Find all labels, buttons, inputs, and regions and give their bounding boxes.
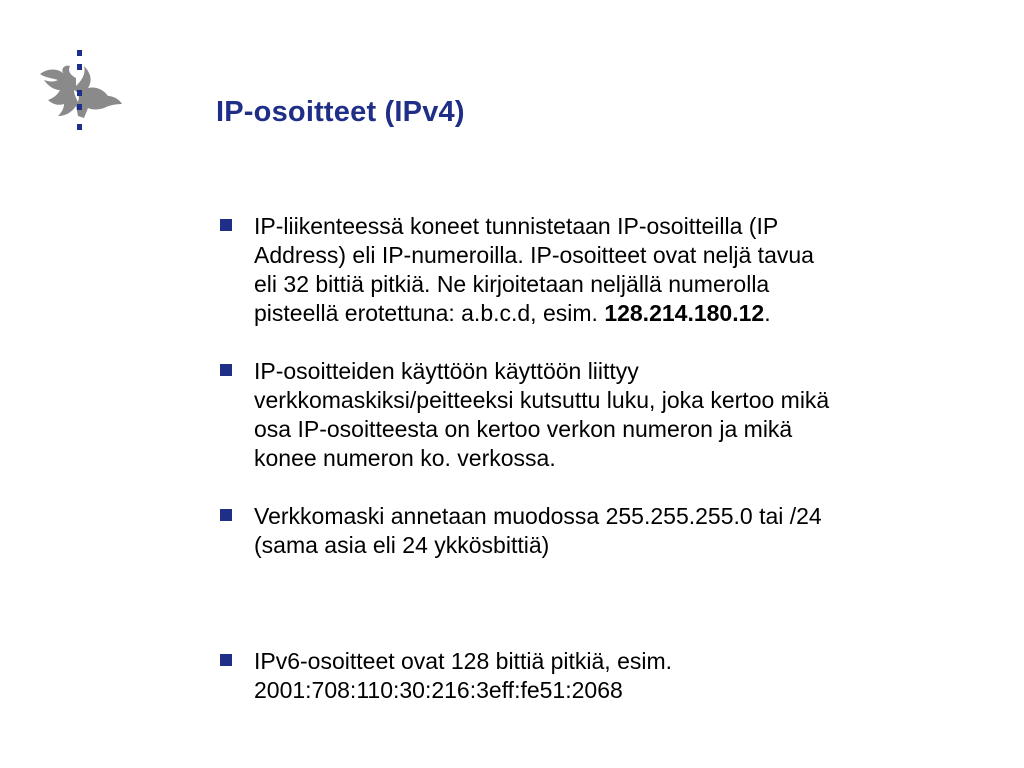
text-line: IP-osoitteiden käyttöön käyttöön liittyy [254,358,639,384]
text-line: IPv6-osoitteet ovat 128 bittiä pitkiä, esim. [254,648,673,674]
text-line: 2001:708:110:30:216:3eff:fe51:2068 [254,677,623,703]
bullet-item-ipv4-intro [218,212,988,328]
text-line: osa IP-osoitteesta on kertoo verkon numeron ja mikä [254,416,793,442]
text-line: Address) eli IP-numeroilla. IP-osoitteet ovat neljä tavua [254,242,814,268]
text-line-with-example [254,299,988,328]
bullet-list [218,212,988,705]
example-ip-address: 128.214.180.12 [604,300,765,326]
square-bullet-icon [220,654,232,666]
square-bullet-icon [220,219,232,231]
text-line: konee numeron ko. verkossa. [254,445,556,471]
text-line: verkkomaskiksi/peitteeksi kutsuttu luku, joka kertoo mikä [254,387,830,413]
example-prefix: pisteellä erotettuna: a.b.c.d, esim. [254,300,605,326]
bullet-item-ipv6 [218,647,988,705]
square-bullet-icon [220,509,232,521]
bullet-item-netmask-format [218,502,988,560]
bullet-item-netmask-intro [218,357,988,473]
slide-title: IP-osoitteet (IPv4) [216,96,465,128]
text-line: eli 32 bittiä pitkiä. Ne kirjoitetaan neljällä numerolla [254,271,770,297]
text-line: (sama asia eli 24 ykkösbittiä) [254,532,550,558]
square-bullet-icon [220,364,232,376]
text-line: IP-liikenteessä koneet tunnistetaan IP-osoitteilla (IP [254,213,779,239]
example-suffix: . [764,300,771,326]
text-line: Verkkomaski annetaan muodossa 255.255.255.0 tai /24 [254,503,822,529]
university-flame-icon [34,46,126,138]
